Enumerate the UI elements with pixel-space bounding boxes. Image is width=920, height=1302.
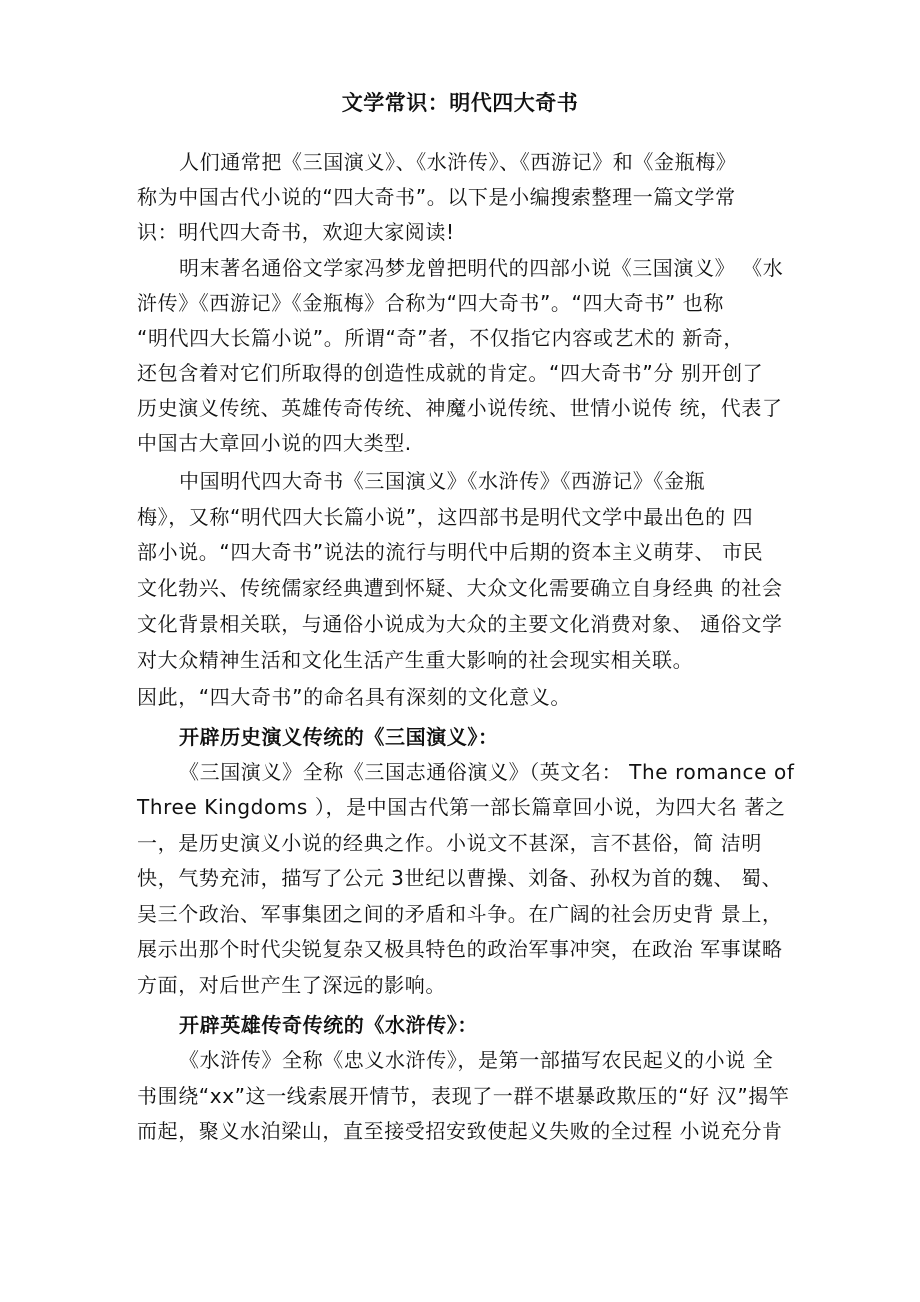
text-line: 一，是历史演义小说的经典之作。小说文不甚深，言不甚俗，简 洁明 — [137, 831, 762, 855]
section-heading: 开辟历史演义传统的《三国演义》： — [179, 725, 499, 749]
text-line: 中国明代四大奇书《三国演义》《水浒传》《西游记》《金瓶 — [179, 469, 706, 493]
text-line: 书围绕“xx”这一线索展开情节，表现了一群不堪暴政欺压的“好 汉”揭竿 — [137, 1084, 790, 1108]
text-line: 浒传》《西游记》《金瓶梅》合称为“四大奇书”。“四大奇书” 也称 — [137, 291, 725, 315]
text-line: 识：明代四大奇书，欢迎大家阅读! — [137, 220, 455, 244]
text-line: 方面，对后世产生了深远的影响。 — [137, 973, 446, 997]
text-line: 快，气势充沛，描写了公元 3世纪以曹操、刘备、孙权为首的魏、 蜀、 — [137, 866, 783, 890]
text-line: 《水浒传》全称《忠义水浒传》，是第一部描写农民起义的小说 全 — [179, 1048, 774, 1072]
text-line: “明代四大长篇小说”。所谓“奇”者，不仅指它内容或艺术的 新奇， — [137, 326, 745, 350]
text-line: 而起，聚义水泊梁山，直至接受招安致使起义失败的全过程 小说充分肯 — [137, 1119, 783, 1143]
text-line: 因此，“四大奇书”的命名具有深刻的文化意义。 — [137, 685, 571, 709]
text-line: 梅》，又称“明代四大长篇小说”，这四部书是明代文学中最出色的 四 — [137, 505, 754, 529]
text-line: 称为中国古代小说的“四大奇书”。以下是小编搜索整理一篇文学常 — [137, 185, 736, 209]
text-line: 历史演义传统、英雄传奇传统、神魔小说传统、世情小说传 统，代表了 — [137, 396, 783, 420]
text-line: 还包含着对它们所取得的创造性成就的肯定。“四大奇书”分 别开创了 — [137, 361, 764, 385]
text-line: 部小说。“四大奇书”说法的流行与明代中后期的资本主义萌芽、 市民 — [137, 540, 764, 564]
text-line: 对大众精神生活和文化生活产生重大影响的社会现实相关联。 — [137, 648, 694, 672]
text-line: Three Kingdoms ），是中国古代第一部长篇章回小说，为四大名 著之 — [137, 795, 786, 819]
text-line: 文化背景相关联，与通俗小说成为大众的主要文化消费对象、 通俗文学 — [137, 612, 783, 636]
text-line: 文化勃兴、传统儒家经典遭到怀疑、大众文化需要确立自身经典 的社会 — [137, 576, 783, 600]
text-line: 中国古大章回小说的四大类型. — [137, 431, 412, 455]
text-line: 展示出那个时代尖锐复杂又极具特色的政治军事冲突，在政治 军事谋略 — [137, 937, 783, 961]
document-title: 文学常识：明代四大奇书 — [341, 91, 579, 115]
text-line: 吴三个政治、军事集团之间的矛盾和斗争。在广阔的社会历史背 景上， — [137, 902, 783, 926]
text-line: 人们通常把《三国演义》、《水浒传》、《西游记》和《金瓶梅》 — [179, 150, 737, 174]
text-line: 《三国演义》全称《三国志通俗演义》（英文名： The romance of — [179, 760, 795, 784]
text-line: 明末著名通俗文学家冯梦龙曾把明代的四部小说《三国演义》 《水 — [179, 256, 784, 280]
section-heading: 开辟英雄传奇传统的《水浒传》： — [179, 1013, 478, 1037]
